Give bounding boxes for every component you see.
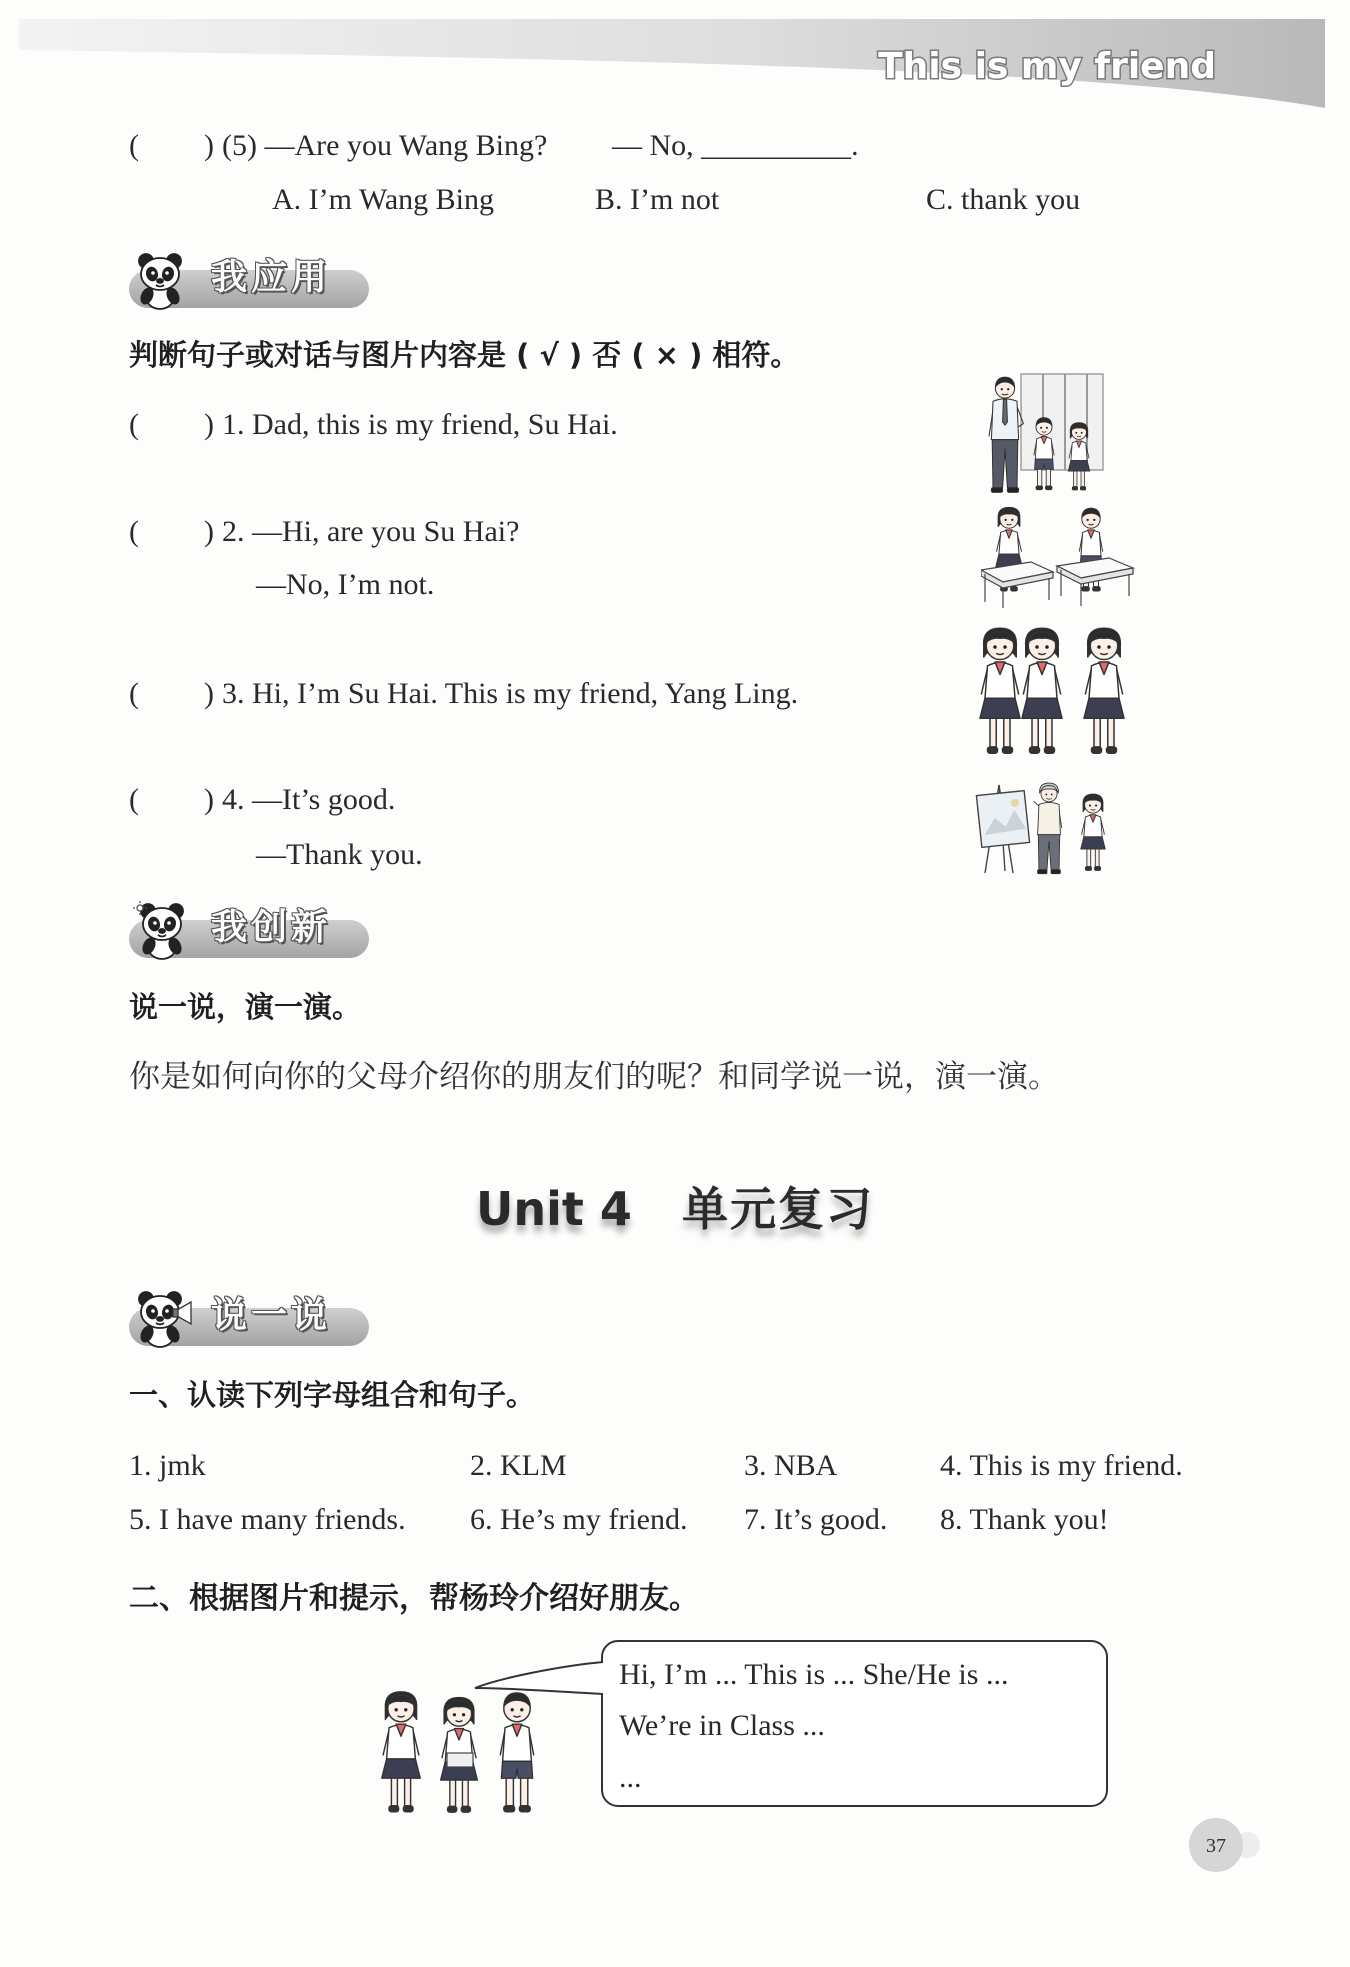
create-instruction: 说一说，演一演。	[129, 990, 362, 1024]
question-text: (5) —Are you Wang Bing?	[222, 129, 548, 162]
item-text: 1. Dad, this is my friend, Su Hai.	[222, 408, 618, 441]
figure-girl	[1081, 794, 1105, 870]
badge-label: 说一说	[211, 1295, 332, 1336]
section-badge-speak	[129, 1288, 374, 1350]
figure-girl	[1068, 423, 1090, 490]
illustration-three-girls	[975, 621, 1131, 762]
apply-instruction: 判断句子或对话与图片内容是 ( √ ) 否 ( × ) 相符。	[129, 338, 800, 372]
answer-bracket-open: (	[129, 677, 139, 710]
figure-girl	[1084, 628, 1124, 753]
unit-title	[0, 1180, 1350, 1238]
answer-bracket-open: (	[129, 783, 139, 816]
question-5	[0, 128, 1350, 164]
answer-bracket-close: )	[204, 515, 214, 548]
badge-label: 我创新	[211, 907, 332, 948]
figure-boy	[1034, 418, 1054, 490]
part1-heading: 一、认读下列字母组合和句子。	[129, 1378, 536, 1412]
answer-bracket-close: )	[204, 408, 214, 441]
reading-item: 5. I have many friends.	[129, 1503, 406, 1536]
reading-item: 6. He’s my friend.	[470, 1503, 688, 1536]
page-number-badge	[1178, 1815, 1268, 1877]
bubble-line-3: ...	[619, 1761, 642, 1794]
item-text: 2. —Hi, are you Su Hai?	[222, 515, 520, 548]
figure-girl	[980, 628, 1020, 753]
judge-item-3	[0, 676, 1350, 712]
header-title: This is my friend	[878, 46, 1216, 87]
panda-icon	[133, 250, 197, 312]
item-text: —Thank you.	[256, 838, 423, 871]
answer-blank: — No, __________.	[612, 129, 859, 162]
illustration-dad-and-friends	[981, 372, 1106, 494]
answer-bracket-close: )	[204, 129, 214, 162]
figure-grandpa	[1034, 783, 1062, 874]
unit-name: 单元复习	[681, 1182, 874, 1236]
judge-item-2	[0, 514, 1350, 550]
section-badge-apply	[129, 250, 374, 312]
panda-icon	[133, 1288, 197, 1350]
answer-bracket-close: )	[204, 677, 214, 710]
reading-item: 4. This is my friend.	[940, 1449, 1183, 1482]
panda-icon	[133, 900, 197, 962]
figure-girl	[1022, 628, 1062, 753]
reading-item: 1. jmk	[129, 1449, 206, 1482]
reading-item: 7. It’s good.	[744, 1503, 888, 1536]
bubble-line-2: We’re in Class ...	[619, 1709, 825, 1742]
question-5-options	[0, 182, 1350, 218]
item-text: 3. Hi, I’m Su Hai. This is my friend, Yang Ling.	[222, 677, 799, 710]
answer-bracket-close: )	[204, 783, 214, 816]
judge-item-4	[0, 782, 1350, 818]
section-badge-create	[129, 900, 374, 962]
judge-item-4-reply	[0, 837, 1350, 873]
judge-item-1	[0, 407, 1350, 443]
item-text: —No, I’m not.	[256, 568, 435, 601]
reading-row-2	[0, 1502, 1350, 1538]
item-text: 4. —It’s good.	[222, 783, 396, 816]
reading-row-1	[0, 1448, 1350, 1484]
reading-item: 8. Thank you!	[940, 1503, 1109, 1536]
judge-item-2-reply	[0, 567, 1350, 603]
illustration-classroom-desks	[981, 504, 1138, 610]
header-band	[0, 0, 1350, 120]
figure-girl	[382, 1692, 420, 1812]
reading-item: 2. KLM	[470, 1449, 567, 1482]
answer-bracket-open: (	[129, 515, 139, 548]
option-a: A. I’m Wang Bing	[272, 183, 495, 216]
option-c: C. thank you	[926, 183, 1081, 216]
figure-dad	[989, 377, 1023, 492]
option-b: B. I’m not	[595, 183, 720, 216]
answer-bracket-open: (	[129, 129, 139, 162]
unit-number: Unit 4	[476, 1182, 632, 1236]
part2-heading: 二、根据图片和提示，帮杨玲介绍好朋友。	[129, 1581, 699, 1616]
page-number: 37	[1206, 1835, 1226, 1857]
badge-label: 我应用	[211, 257, 332, 298]
bubble-line-1: Hi, I’m ... This is ... She/He is ...	[619, 1658, 1009, 1691]
create-prompt: 你是如何向你的父母介绍你的朋友们的呢？和同学说一说，演一演。	[129, 1059, 1059, 1095]
answer-bracket-open: (	[129, 408, 139, 441]
reading-item: 3. NBA	[744, 1449, 838, 1482]
illustration-painting-easel	[975, 781, 1125, 875]
